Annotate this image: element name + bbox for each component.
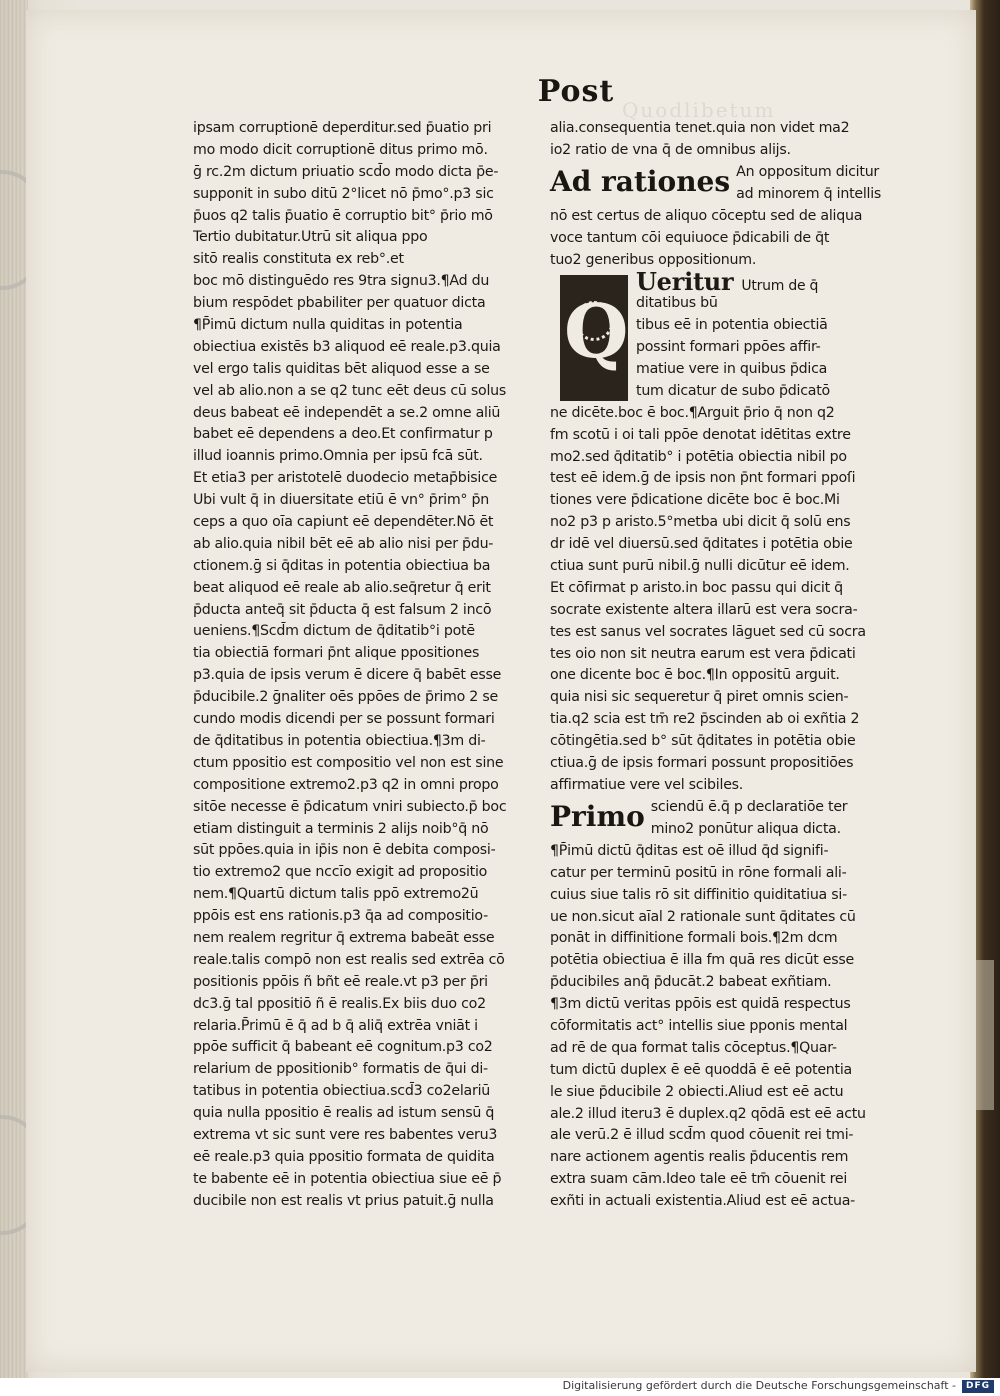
text-line: Ubi vult q̄ in diuersitate etiū ē vn° p̄rim° p̄n — [193, 492, 490, 509]
text-line: mo2.sed q̄ditatib° i potētia obiectia nibil po — [550, 448, 847, 465]
text-line: tatibus in potentia obiectiua.scd̄3 co2elariū — [193, 1083, 491, 1100]
text-line: sitō realis constituta ex reb°.et — [193, 251, 404, 268]
text-line: ipsam corruptionē deperditur.sed p̄uatio pri — [193, 120, 492, 136]
running-head: Post — [537, 74, 615, 109]
ad-rationes-line: An oppositum dicitur — [736, 163, 880, 180]
text-line: beat aliquod eē reale ab alio.seq̄retur q̄ erit — [193, 579, 491, 596]
queritur-rest: Utrum de q̄ — [741, 278, 819, 294]
text-line: ppōe sufficit q̄ babeant eē cognitum.p3 co2 — [193, 1039, 493, 1056]
text-line: extrema vt sic sunt vere res babentes veru3 — [193, 1126, 498, 1143]
queritur-lines — [636, 271, 830, 402]
right-column-mid-lines — [550, 206, 902, 272]
text-line: tuo2 generibus oppositionum. — [550, 251, 757, 268]
ad-rationes-heading — [550, 162, 902, 206]
text-line: deus babeat eē independēt a se.2 omne aliū — [193, 404, 501, 421]
queritur-line: matiue vere in quibus p̄dica — [636, 361, 828, 378]
primo-lines — [651, 797, 848, 841]
text-line: obiectiua existēs b3 aliquod eē reale.p3.quia — [193, 338, 501, 355]
text-line: etiam distinguit a terminis 2 alijs noib°q̄ nō — [193, 820, 489, 837]
text-line: ceps a quo oīa capiunt eē dependēter.Nō ēt — [193, 514, 494, 531]
text-line: p̄ducibile.2 ḡnaliter oēs ppōes de p̄rimo 2 se — [193, 689, 498, 706]
text-line: Tertio dubitatur.Utrū sit aliqua ppo — [193, 229, 428, 246]
queritur-line: possint formari ppōes affir- — [636, 339, 821, 356]
dfg-logo: DFG — [962, 1380, 994, 1393]
text-line: p̄uos q2 talis p̄uatio ē corruptio bit° p̄rio mō — [193, 207, 493, 224]
text-line: vel ergo talis quiditas bēt aliquod esse a se — [193, 360, 490, 377]
text-line: mo modo dicit corruptionē ditus primo mō. — [193, 141, 488, 158]
show-through-text: Quodlibetum — [622, 98, 776, 122]
text-line: socrate existente altera illarū est vera socra- — [550, 601, 858, 618]
left-text-column — [193, 118, 545, 1213]
text-line: tiones vere p̄dicatione dicēte boc ē boc.Mi — [550, 492, 840, 509]
text-line: sitōe necesse ē p̄dicatum vniri subiecto.p̄ boc — [193, 798, 507, 815]
text-line: tia obiectiā formari p̄nt alique ppositiones — [193, 645, 480, 662]
primo-line: mino2 ponūtur aliqua dicta. — [650, 820, 841, 837]
text-line: le siue p̄ducibile 2 obiecti.Aliud est eē actu — [550, 1083, 844, 1100]
initial-letter: Q — [564, 289, 629, 376]
text-line: ale verū.2 ē illud scd̄m quod cōuenit rei tmi- — [550, 1127, 854, 1144]
text-line: Et cōfirmat p aristo.in boc passu qui dicit q̄ — [550, 579, 843, 596]
text-line: tum dictū duplex ē eē quoddā ē eē potentia — [550, 1061, 852, 1078]
text-line: sūt ppōes.quia in ip̄is non ē debita composi- — [193, 842, 496, 859]
text-line: p̄ducibiles anq̄ p̄ducāt.2 babeat exñtiam. — [550, 974, 832, 991]
text-line: voce tantum cōi equiuoce p̄dicabili de q̄t — [550, 229, 830, 246]
primo-word: Primo — [550, 799, 645, 833]
text-line: reale.talis compō non est realis sed extrēa cō — [193, 951, 505, 968]
primo-heading — [550, 797, 902, 841]
text-line: ne dicēte.boc ē boc.¶Arguit p̄rio q̄ non q2 — [550, 404, 835, 421]
text-line: relarium de ppositionib° formatis de q̄ui di- — [193, 1061, 488, 1078]
text-line: tia.q2 scia est tm̄ re2 p̄scinden ab oi exñtia 2 — [550, 711, 860, 728]
text-line: cundo modis dicendi per se possunt formari — [193, 711, 495, 728]
text-line: affirmatiue vere vel scibiles. — [550, 776, 744, 793]
text-line: exñti in actuali existentia.Aliud est eē actua- — [550, 1193, 856, 1210]
queritur-first-line — [636, 271, 830, 293]
text-line: ppōis est ens rationis.p3 q̄a ad compositio- — [193, 908, 488, 925]
text-line: test eē idem.ḡ de ipsis non p̄nt formari ppoſi — [550, 470, 856, 487]
text-line: ¶P̄imū dictum nulla quiditas in potentia — [193, 317, 463, 334]
text-line: fm scotū i oi tali ppōe denotat idētitas extre — [550, 426, 851, 443]
text-line: vel ab alio.non a se q2 tunc eēt deus cū solus — [193, 382, 507, 399]
text-line: supponit in subo ditū 2°licet nō p̄mo°.p3 sic — [193, 185, 494, 202]
text-line: ¶3m dictū veritas ppōis est quidā respectus — [550, 996, 851, 1013]
text-line: tes est sanus vel socrates lāguet sed cū socra — [550, 623, 866, 640]
right-column-argument-lines — [550, 403, 902, 797]
right-column-end-lines — [550, 841, 902, 1213]
queritur-line: tum dicatur de subo p̄dicatō — [636, 382, 830, 399]
text-line: quia nisi sic sequeretur q̄ piret omnis scien- — [550, 689, 849, 706]
text-line: catur per terminū positū in rōne formali ali- — [550, 864, 847, 881]
text-line: ducibile non est realis vt prius patuit.ḡ nulla — [193, 1192, 494, 1209]
ad-rationes-line: ad minorem q̄ intellis — [736, 185, 882, 202]
text-line: ad rē de qua format talis cōceptus.¶Quar- — [550, 1039, 837, 1056]
decorated-initial — [560, 275, 628, 401]
text-line: ab alio.quia nibil bēt eē ab alio nisi per p̄du- — [193, 535, 494, 552]
text-line: extra suam cām.Ideo tale eē tm̄ cōuenit rei — [550, 1171, 848, 1188]
text-line: no2 p3 p aristo.5°metba ubi dicit q̄ solū ens — [550, 514, 851, 531]
text-line: relaria.P̄rimū ē q̄ ad b q̄ aliq̄ extrēa vniāt i — [193, 1017, 478, 1034]
text-line: one dicente boc ē boc.¶In oppositū arguit. — [550, 667, 840, 684]
text-line: ctionem.ḡ si q̄ditas in potentia obiectiua ba — [193, 557, 491, 574]
text-line: ueniens.¶Scd̄m dictum de q̄ditatib°i potē — [193, 623, 475, 640]
text-line: ctiua.ḡ de ipsis formari possunt propositiōes — [550, 755, 854, 772]
text-line: positionis ppōis ñ bñt eē reale.vt p3 per p̄ri — [193, 973, 488, 990]
right-column-top-lines — [550, 118, 902, 162]
text-line: ctiua sunt purū nibil.ḡ nulli dicūtur eē idem. — [550, 558, 850, 575]
text-line: nō est certus de aliquo cōceptu sed de aliqua — [550, 207, 863, 224]
text-line: tio extremo2 que nccīo exigit ad propositio — [193, 864, 488, 881]
text-line: quia nulla ppositio ē realis ad istum sensū q̄ — [193, 1105, 495, 1122]
text-line: compositione extremo2.p3 q2 in omni propo — [193, 776, 499, 793]
text-line: dr idē vel diuersū.sed q̄ditates i potētia obie — [550, 536, 853, 553]
ad-rationes-word: Ad rationes — [550, 164, 731, 198]
text-line: illud ioannis primo.Omnia per ipsū fcā sūt. — [193, 448, 483, 465]
right-text-column — [550, 118, 902, 1213]
digitization-footer — [0, 1378, 1000, 1396]
text-line: potētia obiectiua ē illa fm quā res dicūt esse — [550, 952, 855, 969]
text-line: de q̄ditatibus in potentia obiectiua.¶3m di- — [193, 732, 486, 749]
text-line: alia.consequentia tenet.quia non videt ma2 — [550, 120, 850, 136]
text-line: nem realem regritur q̄ extrema babeāt esse — [193, 929, 495, 946]
text-line: dc3.ḡ tal ppositiō ñ ē realis.Ex biis duo co2 — [193, 995, 486, 1012]
text-line: nare actionem agentis realis p̄ducentis rem — [550, 1149, 849, 1166]
queritur-block — [550, 271, 902, 402]
text-line: ponāt in diffinitione formali bois.¶2m dcm — [550, 930, 838, 947]
primo-line: sciendū ē.q̄ p declaratiōe ter — [650, 798, 848, 815]
left-column-lines — [193, 118, 545, 1213]
queritur-line: tibus eē in potentia obiectiā — [636, 317, 828, 334]
text-line: p3.quia de ipsis verum ē dicere q̄ babēt esse — [193, 667, 502, 684]
text-line: cōformitatis act° intellis siue pponis mental — [550, 1017, 848, 1034]
queritur-line: ditatibus bū — [636, 295, 718, 312]
text-line: p̄ducta anteq̄ sit p̄ducta q̄ est falsum 2 incō — [193, 601, 492, 618]
text-line: boc mō distinguēdo res 9tra signu3.¶Ad du — [193, 273, 490, 290]
text-line: te babente eē in potentia obiectiua siue eē p̄ — [193, 1170, 502, 1187]
queritur-word: Ueritur — [636, 271, 734, 294]
footer-credit: Digitalisierung gefördert durch die Deutsche Forschungsgemeinschaft - — [562, 1379, 956, 1392]
text-line: ctum ppositio est compositio vel non est sine — [193, 754, 504, 771]
text-line: tes oio non sit neutra earum est vera p̄dicati — [550, 645, 856, 662]
text-line: cuius siue talis rō sit diffinitio quiditatiua si- — [550, 886, 847, 903]
text-line: ale.2 illud iteru3 ē duplex.q2 qōdā est eē actu — [550, 1105, 866, 1122]
text-line: ue non.sicut aīal 2 rationale sunt q̄ditates cū — [550, 908, 856, 925]
text-line: cōtingētia.sed b° sūt q̄ditates in potētia obie — [550, 733, 856, 750]
text-line: nem.¶Quartū dictum talis ppō extremo2ū — [193, 886, 479, 903]
text-line: babet eē dependens a deo.Et confirmatur p — [193, 426, 493, 443]
ad-rationes-lines — [736, 162, 881, 206]
text-line: Et etia3 per aristotelē duodecio metap̄bisice — [193, 470, 498, 487]
text-line: ḡ rc.2m dictum priuatio scd̄o modo dicta p̄e- — [193, 163, 499, 180]
text-line: eē reale.p3 quia ppositio formata de quidita — [193, 1148, 495, 1165]
text-line: bium respōdet pbabiliter per quatuor dicta — [193, 295, 486, 312]
text-line: io2 ratio de vna q̄ de omnibus alijs. — [550, 141, 791, 158]
text-line: ¶P̄imū dictū q̄ditas est oē illud q̄d signifi- — [550, 842, 829, 859]
